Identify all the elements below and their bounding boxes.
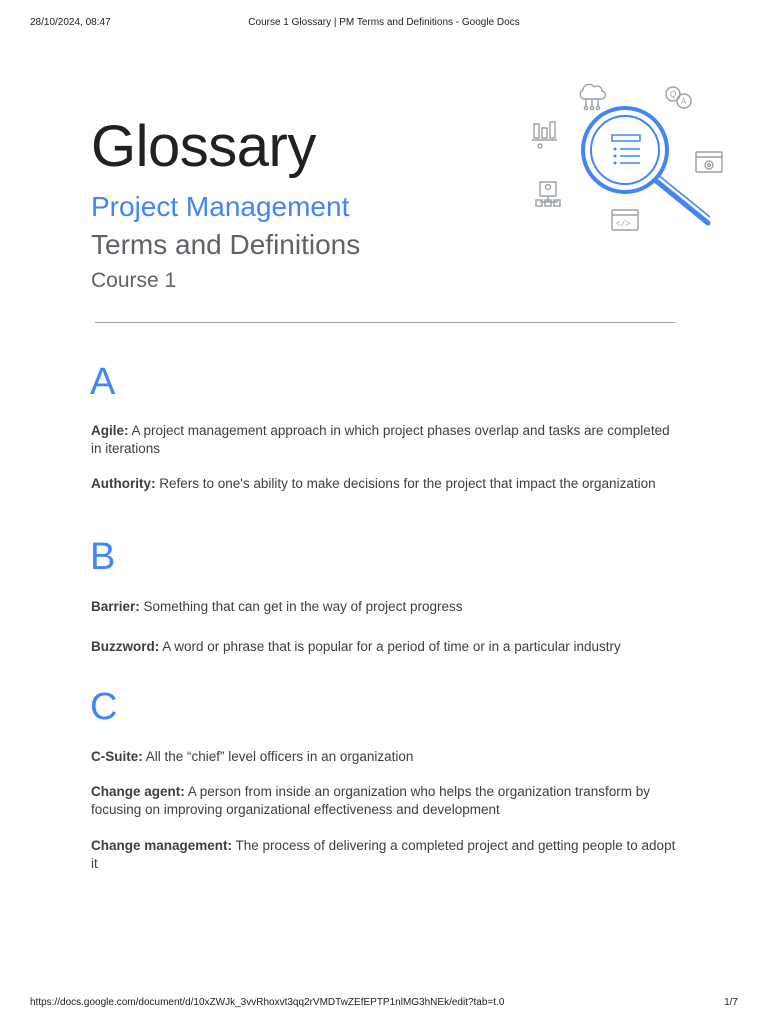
- section-letter-c: C: [90, 686, 118, 728]
- term-word: Agile:: [91, 423, 129, 438]
- glossary-term-barrier: [91, 598, 681, 616]
- glossary-term-change-management: [91, 837, 681, 873]
- subtitle-project-management: Project Management: [91, 191, 350, 222]
- glossary-term-authority: [91, 475, 681, 493]
- qa-q-label: Q: [670, 90, 677, 99]
- glossary-term-buzzword: [91, 638, 681, 656]
- print-date: 28/10/2024, 08:47: [30, 17, 111, 28]
- page-number: 1/7: [724, 997, 738, 1008]
- chart-icon: [532, 122, 557, 148]
- header-divider: [95, 322, 675, 323]
- print-url: https://docs.google.com/document/d/10xZWJk_3vvRhoxvt3qq2rVMDTwZEfEPTP1nlMG3hNEk/edit?tab=t.0: [30, 997, 505, 1008]
- section-letter-b: B: [90, 536, 116, 578]
- print-doc-title: Course 1 Glossary | PM Terms and Definitions - Google Docs: [248, 17, 520, 28]
- term-definition: Refers to one's ability to make decisions for the project that impact the organization: [155, 476, 656, 491]
- course-label: Course 1: [91, 269, 177, 292]
- glossary-term-agile: [91, 422, 681, 458]
- qa-a-label: A: [681, 97, 687, 106]
- term-definition: The process of delivering a completed project and getting people to adopt it: [91, 838, 676, 871]
- qa-bubble-icon: [666, 87, 691, 108]
- print-header: [30, 17, 738, 31]
- term-word: Change management:: [91, 838, 233, 853]
- page-title: Glossary: [91, 114, 316, 179]
- print-footer: [30, 997, 738, 1011]
- term-word: C-Suite:: [91, 749, 143, 764]
- term-definition: A word or phrase that is popular for a period of time or in a particular industry: [159, 639, 621, 654]
- code-window-icon: [612, 210, 638, 230]
- term-definition: Something that can get in the way of project progress: [139, 599, 463, 614]
- term-definition: All the “chief” level officers in an organization: [142, 749, 414, 764]
- cloud-icon: [580, 84, 605, 109]
- settings-window-icon: [696, 152, 722, 172]
- glossary-term-change-agent: [91, 783, 681, 819]
- term-word: Authority:: [91, 476, 156, 491]
- glossary-illustration: [520, 68, 740, 238]
- term-word: Buzzword:: [91, 639, 160, 654]
- term-definition: A person from inside an organization who helps the organization transform by focusing on improving organizational effectiveness and development: [91, 784, 651, 817]
- term-definition: A project management approach in which project phases overlap and tasks are completed in iterations: [91, 423, 670, 456]
- glossary-term-c-suite: [91, 748, 681, 766]
- term-word: Change agent:: [91, 784, 185, 799]
- org-chart-icon: [536, 182, 560, 206]
- magnifier-icon: [583, 108, 710, 223]
- section-letter-a: A: [90, 361, 116, 403]
- code-window-label: </>: [616, 220, 631, 229]
- term-word: Barrier:: [91, 599, 140, 614]
- subtitle-terms-definitions: Terms and Definitions: [91, 229, 361, 260]
